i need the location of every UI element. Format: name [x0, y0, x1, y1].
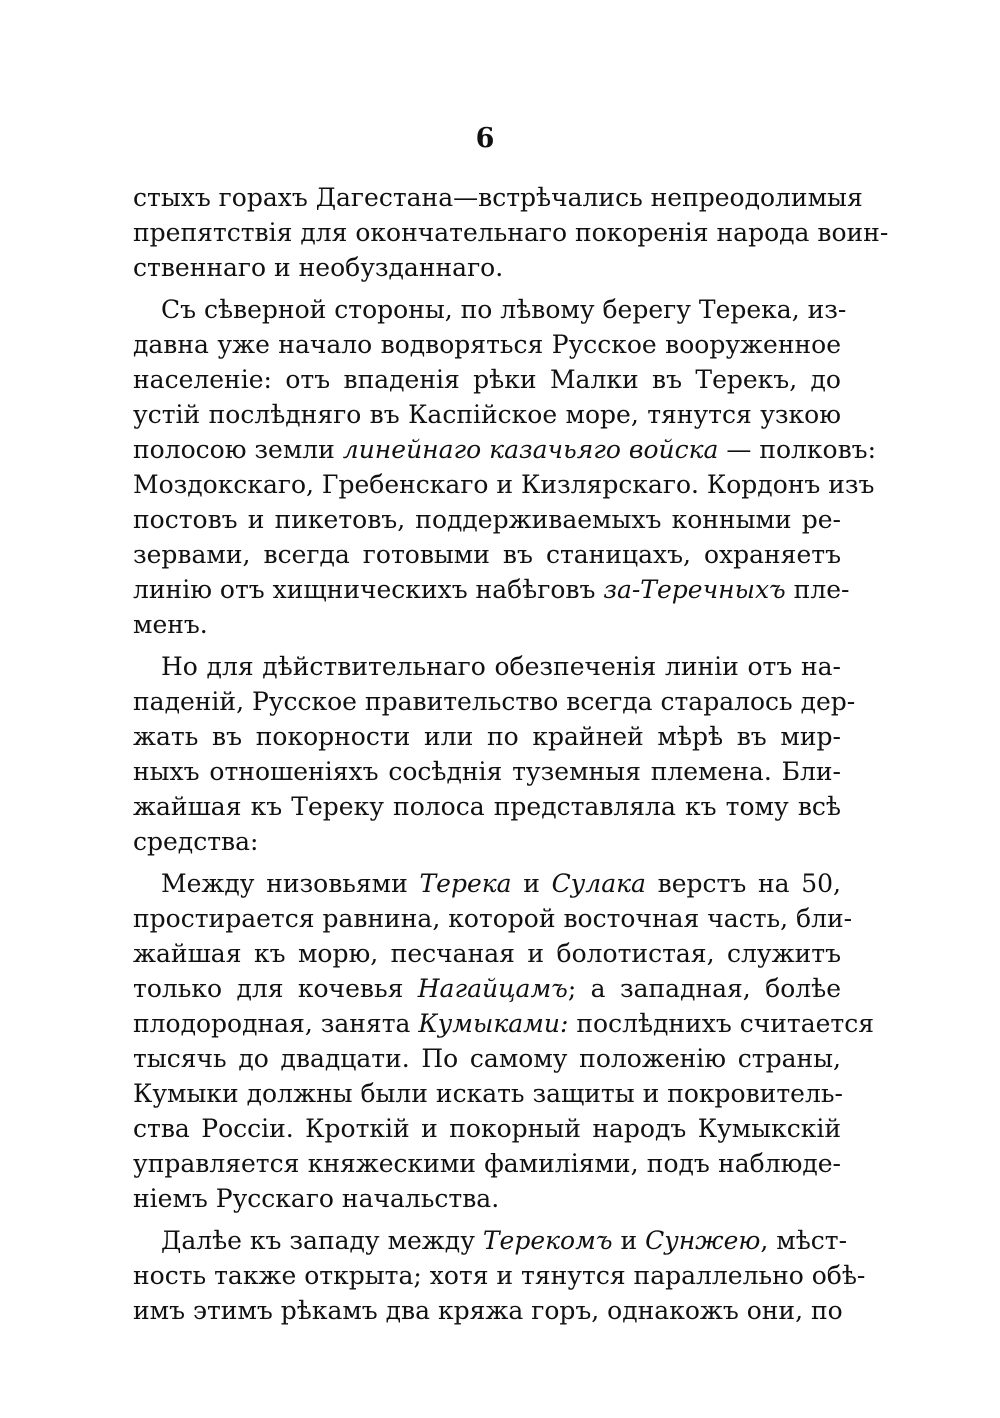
text-line: ственнаго и необузданнаго. [133, 253, 504, 282]
text-line: имъ этимъ рѣкамъ два кряжа горъ, однакожъ они, по [133, 1296, 843, 1325]
text-line: жайшая къ Тереку полоса представляла къ тому всѣ [133, 792, 841, 821]
text-line: давна уже начало водворяться Русское вооруженное [133, 330, 841, 359]
text-line: только для кочевья Нагайцамъ; а западная, болѣе [133, 974, 841, 1003]
text-line: полосою земли линейнаго казачьяго войска — полковъ: [133, 435, 877, 464]
text-line: зервами, всегда готовыми въ станицахъ, охраняетъ [133, 540, 841, 569]
text-line: управляется княжескими фамиліями, подъ наблюде- [133, 1149, 841, 1178]
text-line: линію отъ хищническихъ набѣговъ за-Теречныхъ пле- [133, 575, 850, 604]
text-line: простирается равнина, которой восточная часть, бли- [133, 904, 853, 933]
paragraph-4 [133, 866, 875, 1216]
text-line: препятствія для окончательнаго покоренія народа воин- [133, 218, 889, 247]
text-line: Съ сѣверной стороны, по лѣвому берегу Терека, из- [161, 295, 847, 324]
text-line: средства: [133, 827, 259, 856]
paragraph-1 [133, 180, 889, 285]
text-line: Моздокскаго, Гребенскаго и Кизлярскаго. Кордонъ изъ [133, 470, 875, 499]
text-line: стыхъ горахъ Дагестана—встрѣчались непреодолимыя [133, 183, 863, 212]
body-text [133, 180, 889, 1335]
text-line: Далѣе къ западу между Терекомъ и Сунжею, мѣст- [161, 1226, 848, 1255]
text-line: тысячь до двадцати. По самому положенію страны, [133, 1044, 841, 1073]
text-line: ніемъ Русскаго начальства. [133, 1184, 500, 1213]
text-line: постовъ и пикетовъ, поддерживаемыхъ конными ре- [133, 505, 841, 534]
text-line: жать въ покорности или по крайней мѣрѣ въ мир- [133, 722, 841, 751]
text-line: Но для дѣйствительнаго обезпеченія линіи отъ на- [161, 652, 841, 681]
text-line: менъ. [133, 610, 208, 639]
text-line: Кумыки должны были искать защиты и покровитель- [133, 1079, 843, 1108]
text-line: паденій, Русское правительство всегда старалось дер- [133, 687, 856, 716]
text-line: ныхъ отношеніяхъ сосѣднія туземныя племена. Бли- [133, 757, 841, 786]
text-line: жайшая къ морю, песчаная и болотистая, служитъ [133, 939, 841, 968]
text-line: ства Россіи. Кроткій и покорный народъ Кумыкскій [133, 1114, 841, 1143]
paragraph-3 [133, 649, 856, 859]
paragraph-2 [133, 292, 877, 642]
text-line: ность также открыта; хотя и тянутся параллельно обѣ- [133, 1261, 866, 1290]
text-line: устій послѣдняго въ Каспійское море, тянутся узкою [133, 400, 841, 429]
page-number: 6 [475, 123, 495, 154]
text-line: населеніе: отъ впаденія рѣки Малки въ Терекъ, до [133, 365, 841, 394]
text-line: Между низовьями Терека и Сулака верстъ на 50, [161, 869, 842, 898]
paragraph-5 [133, 1223, 866, 1328]
text-line: плодородная, занята Кумыками: послѣднихъ считается [133, 1009, 875, 1038]
